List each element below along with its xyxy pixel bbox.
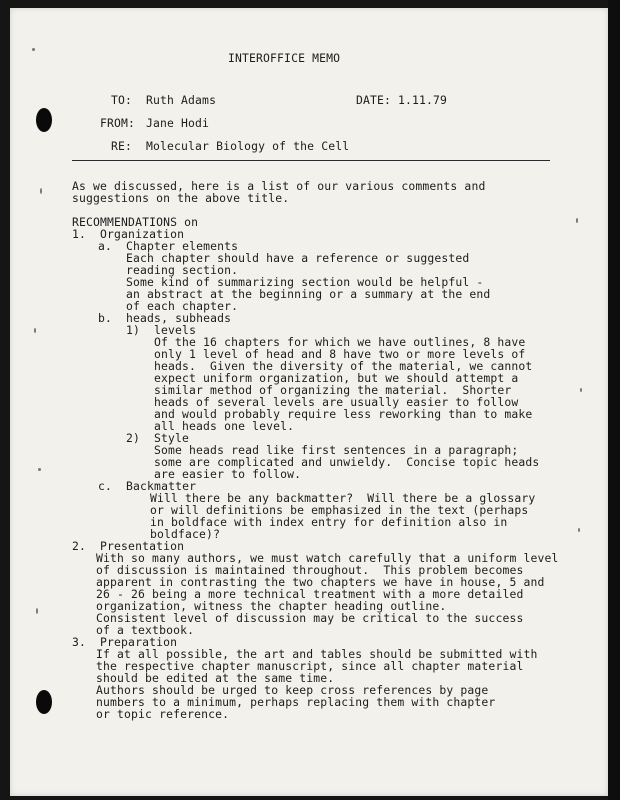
scan-background-edge (608, 0, 620, 800)
body-line: As we discussed, here is a list of our various comments and (72, 179, 486, 193)
body-line: only 1 level of head and 8 have two or more levels of (154, 347, 526, 361)
subsection-heading: 2) Style (126, 431, 190, 445)
binder-hole (36, 690, 52, 714)
scan-speck (34, 328, 36, 333)
body-line: 26 - 26 being a more technical treatment with a more detailed (96, 587, 524, 601)
subsection-heading: b. heads, subheads (98, 311, 232, 325)
body-line: are easier to follow. (154, 467, 302, 481)
scan-speck (38, 468, 41, 471)
body-line: of discussion is maintained throughout. This problem becomes (96, 563, 524, 577)
body-line: heads. Given the diversity of the material, we cannot (154, 359, 533, 373)
scan-speck (40, 188, 42, 194)
body-line: should be edited at the same time. (96, 671, 335, 685)
body-line: reading section. (126, 263, 239, 277)
body-line: If at all possible, the art and tables should be submitted with (96, 647, 538, 661)
to-value: Ruth Adams (146, 93, 217, 107)
subsection-heading: c. Backmatter (98, 479, 197, 493)
body-line: Consistent level of discussion may be critical to the success (96, 611, 524, 625)
body-line: Some kind of summarizing section would be helpful - (126, 275, 484, 289)
from-label: FROM: (100, 116, 136, 130)
memo-page (10, 8, 608, 796)
scan-speck (576, 218, 578, 223)
body-line: and would probably require less reworking than to make (154, 407, 533, 421)
body-line: expect uniform organization, but we should attempt a (154, 371, 519, 385)
body-line: an abstract at the beginning or a summary at the end (126, 287, 491, 301)
body-line: Authors should be urged to keep cross references by page (96, 683, 489, 697)
body-line: Some heads read like first sentences in a paragraph; (154, 443, 519, 457)
body-line: or topic reference. (96, 707, 230, 721)
re-label: RE: (111, 139, 133, 153)
scan-speck (36, 608, 38, 614)
body-line: some are complicated and unwieldy. Concise topic heads (154, 455, 540, 469)
date-label: DATE: (356, 93, 392, 107)
body-line: Of the 16 chapters for which we have outlines, 8 have (154, 335, 526, 349)
body-line: of a textbook. (96, 623, 195, 637)
scan-speck (578, 528, 580, 532)
body-line: or will definitions be emphasized in the text (perhaps (150, 503, 529, 517)
body-line: Each chapter should have a reference or suggested (126, 251, 470, 265)
body-line: boldface)? (150, 527, 221, 541)
body-line: heads of several levels are usually easier to follow (154, 395, 519, 409)
subsection-heading: a. Chapter elements (98, 239, 239, 253)
to-label: TO: (111, 93, 133, 107)
from-value: Jane Hodi (146, 116, 210, 130)
body-line: numbers to a minimum, perhaps replacing them with chapter (96, 695, 496, 709)
body-line: Will there be any backmatter? Will there be a glossary (150, 491, 536, 505)
body-line: similar method of organizing the material. Shorter (154, 383, 512, 397)
section-heading: 1. Organization (72, 227, 185, 241)
body-line: With so many authors, we must watch carefully that a uniform level (96, 551, 559, 565)
date-value: 1.11.79 (398, 93, 448, 107)
body-line: of each chapter. (126, 299, 239, 313)
section-heading: 3. Preparation (72, 635, 178, 649)
binder-hole (36, 108, 52, 132)
body-line: in boldface with index entry for definition also in (150, 515, 508, 529)
scan-speck (580, 388, 582, 392)
body-line: apparent in contrasting the two chapters we have in house, 5 and (96, 575, 545, 589)
section-heading: 2. Presentation (72, 539, 185, 553)
memo-title: INTEROFFICE MEMO (228, 51, 341, 65)
body-line: all heads one level. (154, 419, 295, 433)
section-heading: RECOMMENDATIONS on (72, 215, 199, 229)
subsection-heading: 1) levels (126, 323, 197, 337)
scan-speck (32, 48, 35, 51)
body-line: the respective chapter manuscript, since all chapter material (96, 659, 524, 673)
body-line: suggestions on the above title. (72, 191, 290, 205)
body-line: organization, witness the chapter heading outline. (96, 599, 447, 613)
re-value: Molecular Biology of the Cell (146, 139, 350, 153)
header-divider (72, 160, 550, 161)
